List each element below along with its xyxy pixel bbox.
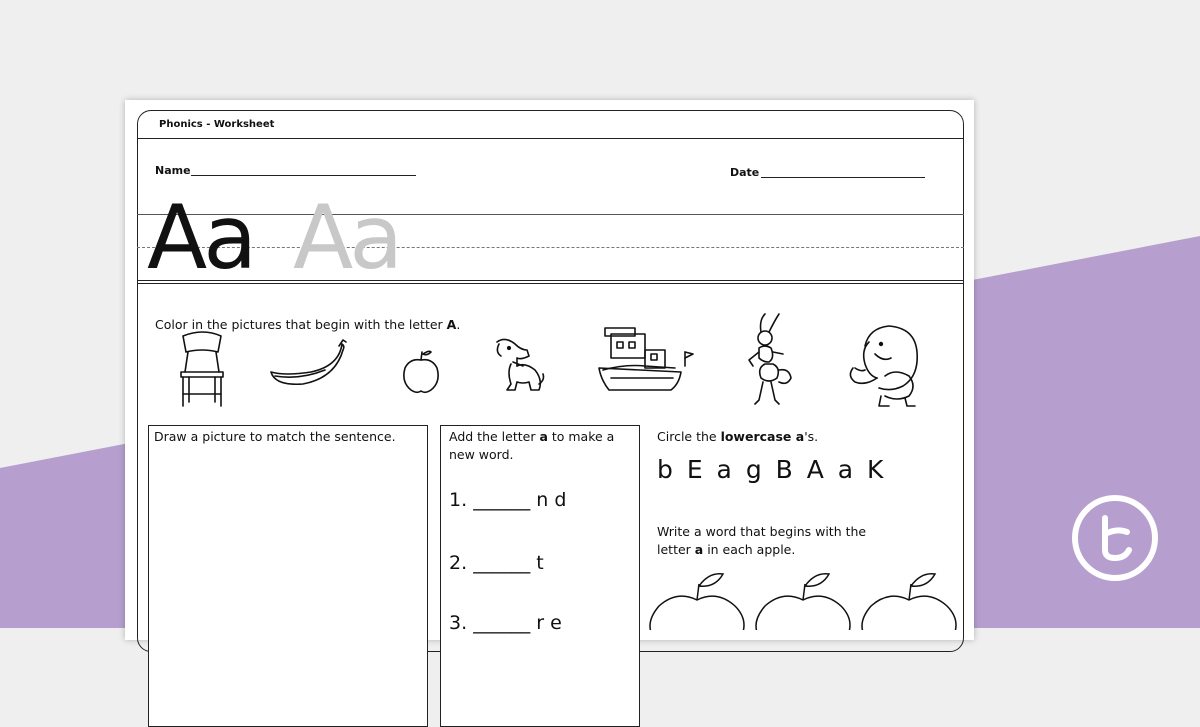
draw-instruction: Draw a picture to match the sentence.	[154, 429, 396, 444]
name-label: Name	[155, 164, 191, 177]
word-item-number: 2.	[449, 552, 468, 574]
add-letter-instruction-text: Add the letter	[449, 429, 540, 444]
word-item-blank[interactable]: ______	[473, 612, 531, 634]
apple-icon[interactable]	[404, 351, 438, 392]
worksheet-title: Phonics - Worksheet	[159, 119, 275, 130]
name-field[interactable]	[191, 175, 416, 176]
write-instruction-suffix: in each apple.	[703, 542, 796, 557]
banana-icon[interactable]	[271, 340, 346, 384]
color-instruction-text: Color in the pictures that begin with the letter	[155, 317, 447, 332]
apple-outline-icon[interactable]	[650, 574, 744, 630]
pictures-row	[125, 306, 974, 416]
word-item-blank[interactable]: ______	[473, 552, 531, 574]
trace-letter: Aa	[293, 186, 400, 289]
handwriting-mid-line	[137, 247, 964, 248]
add-letter-instruction-letter: a	[539, 429, 548, 444]
circle-instruction-bold: lowercase a	[720, 429, 805, 444]
draw-box[interactable]	[148, 425, 428, 727]
word-item-3	[449, 612, 562, 634]
word-item-ending: t	[536, 552, 544, 574]
boat-icon[interactable]	[599, 328, 693, 390]
add-letter-instruction	[449, 428, 629, 464]
ant-icon[interactable]	[749, 314, 791, 404]
chair-icon[interactable]	[181, 332, 223, 406]
date-field[interactable]	[761, 177, 925, 178]
word-item-2	[449, 552, 544, 574]
circle-instruction-text: Circle the	[657, 429, 721, 444]
apples-row	[643, 562, 973, 630]
apple-outline-icon[interactable]	[756, 574, 850, 630]
header-divider	[137, 138, 964, 139]
word-item-ending: n d	[536, 489, 567, 511]
write-instruction-text: Write a word that begins with the letter	[657, 524, 867, 557]
elephant-icon[interactable]	[850, 326, 917, 406]
worksheet-page	[125, 100, 974, 640]
teach-starter-logo-icon	[1071, 494, 1159, 582]
add-letter-instruction-suffix: to make a new word.	[449, 429, 615, 462]
word-item-ending: r e	[536, 612, 562, 634]
dog-icon[interactable]	[497, 339, 544, 390]
add-letter-box	[440, 425, 640, 727]
word-item-blank[interactable]: ______	[473, 489, 531, 511]
featured-letter: Aa	[147, 186, 254, 289]
handwriting-top-line	[137, 214, 964, 215]
letters-to-circle[interactable]: b E a g B A a K	[657, 455, 884, 484]
write-instruction-letter: a	[694, 542, 704, 557]
color-instruction-letter: A	[446, 317, 457, 332]
word-item-number: 3.	[449, 612, 468, 634]
apple-outline-icon[interactable]	[862, 574, 956, 630]
circle-instruction-suffix: 's.	[804, 429, 819, 444]
handwriting-bottom-line	[137, 283, 964, 284]
word-item-1	[449, 489, 566, 511]
word-item-number: 1.	[449, 489, 468, 511]
circle-instruction	[657, 429, 818, 444]
color-instruction-suffix: .	[456, 317, 461, 332]
write-instruction	[657, 523, 877, 559]
date-label: Date	[730, 166, 760, 179]
handwriting-base-line	[137, 280, 964, 281]
